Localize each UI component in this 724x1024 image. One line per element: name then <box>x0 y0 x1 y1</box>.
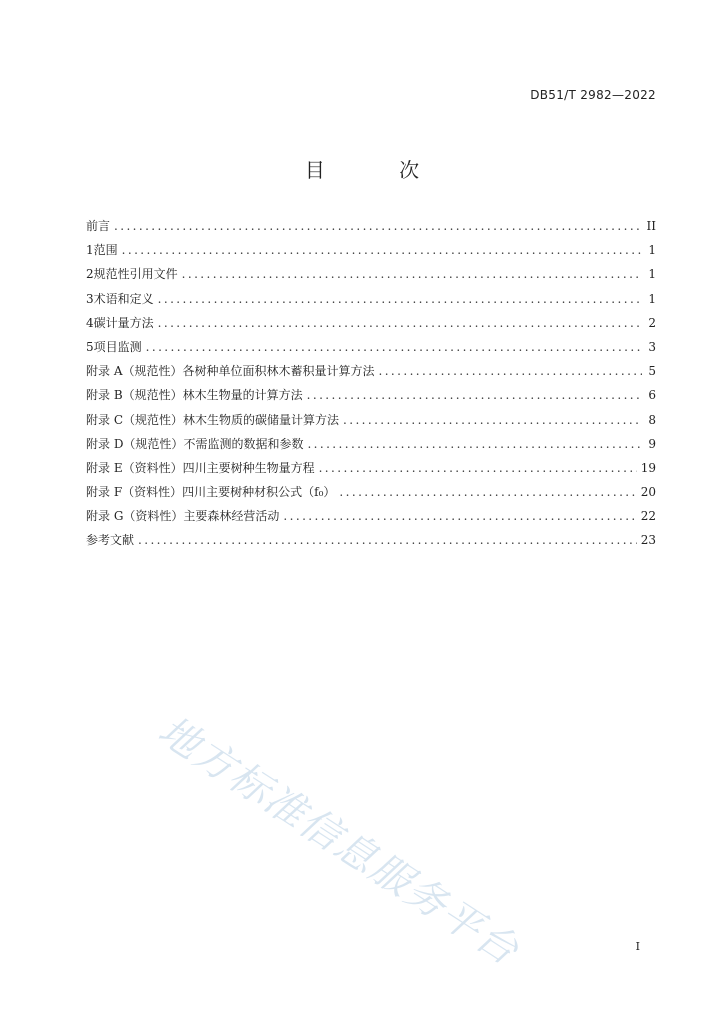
toc-entry-project-monitoring[interactable] <box>86 338 656 362</box>
toc-page-number: II <box>646 219 656 233</box>
toc-appendix-label: 附录 D（规范性） <box>86 436 184 451</box>
toc-leader <box>379 364 643 378</box>
toc-entry-title: 主要森林经营活动 <box>183 509 280 524</box>
toc-page-number: 3 <box>648 339 656 354</box>
toc-entry-number: 5 <box>86 339 94 354</box>
toc-entry-appendix-e[interactable] <box>86 459 656 483</box>
toc-page-number: 1 <box>648 267 656 282</box>
toc-appendix-label: 附录 B（规范性） <box>86 388 183 403</box>
toc-appendix-label: 附录 F（资料性） <box>86 485 183 500</box>
toc-appendix-label: 附录 E（资料性） <box>86 460 183 475</box>
toc-entry-number: 1 <box>86 243 94 258</box>
toc-entry-appendix-c[interactable] <box>86 411 656 435</box>
toc-entry-foreword[interactable] <box>86 217 656 241</box>
toc-leader <box>182 267 642 281</box>
toc-entry-bibliography[interactable] <box>86 531 656 555</box>
toc-entry-appendix-d[interactable] <box>86 435 656 459</box>
toc-leader <box>283 509 636 523</box>
toc-entry-scope[interactable] <box>86 241 656 265</box>
toc-page-number: 9 <box>648 436 656 451</box>
toc-leader <box>146 340 642 354</box>
toc-entry-title: 各树种单位面积林木蓄积量计算方法 <box>182 364 375 379</box>
toc-entry-title: 参考文献 <box>86 533 135 548</box>
toc-page-number: 19 <box>640 460 656 475</box>
toc-appendix-label: 附录 G（资料性） <box>86 509 184 524</box>
toc-entry-appendix-f[interactable] <box>86 483 656 507</box>
toc-entry-title: 规范性引用文件 <box>93 267 178 282</box>
toc-entry-title: 术语和定义 <box>93 291 154 306</box>
toc-page-number: 23 <box>640 533 656 548</box>
toc-page-number: 22 <box>640 509 656 524</box>
toc-page-number: 6 <box>648 388 656 403</box>
toc-entry-title: 范围 <box>93 243 118 258</box>
toc-leader <box>339 485 636 499</box>
toc-entry-title: 不需监测的数据和参数 <box>183 436 304 451</box>
toc-entry-appendix-g[interactable] <box>86 507 656 531</box>
toc-leader <box>343 413 642 427</box>
toc-page-number: 2 <box>648 315 656 330</box>
toc-page-number: 1 <box>648 291 656 306</box>
toc-page-number: 5 <box>648 364 656 379</box>
toc-entry-title: 项目监测 <box>93 339 142 354</box>
toc-leader <box>319 461 637 475</box>
toc-page-number: 8 <box>648 412 656 427</box>
toc-leader <box>114 219 642 233</box>
toc-leader <box>158 292 642 306</box>
toc-entry-terms-definitions[interactable] <box>86 290 656 314</box>
toc-entry-carbon-method[interactable] <box>86 314 656 338</box>
toc-entry-title: 四川主要树种生物量方程 <box>182 460 315 475</box>
toc-entry-number: 3 <box>86 291 94 306</box>
toc-entry-title: 前言 <box>86 219 111 233</box>
toc-entry-appendix-b[interactable] <box>86 386 656 410</box>
toc-entry-appendix-a[interactable] <box>86 362 656 386</box>
toc-leader <box>158 316 642 330</box>
toc-entry-number: 4 <box>86 315 94 330</box>
toc-appendix-label: 附录 A（规范性） <box>86 364 183 379</box>
footer-page-number: I <box>635 940 640 953</box>
toc-entry-number: 2 <box>86 267 94 282</box>
watermark-text: 地方标准信息服务平台 <box>150 707 528 975</box>
toc-entry-title: 碳计量方法 <box>93 315 154 330</box>
toc-leader <box>307 437 642 451</box>
toc-appendix-label: 附录 C（规范性） <box>86 412 183 427</box>
toc-entry-title: 林木生物质的碳储量计算方法 <box>183 412 340 427</box>
toc-title: 目 次 <box>304 158 454 182</box>
document-code: DB51/T 2982—2022 <box>530 88 656 102</box>
toc-leader <box>138 533 637 547</box>
toc-leader <box>307 388 642 402</box>
toc-leader <box>122 243 642 257</box>
toc-page-number: 1 <box>648 243 656 258</box>
toc-entry-normative-references[interactable] <box>86 265 656 289</box>
toc-entry-title: 四川主要树种材积公式（f₀） <box>182 485 336 500</box>
toc-entry-title: 林木生物量的计算方法 <box>182 388 303 403</box>
toc-page-number: 20 <box>640 485 656 500</box>
table-of-contents <box>86 217 656 556</box>
